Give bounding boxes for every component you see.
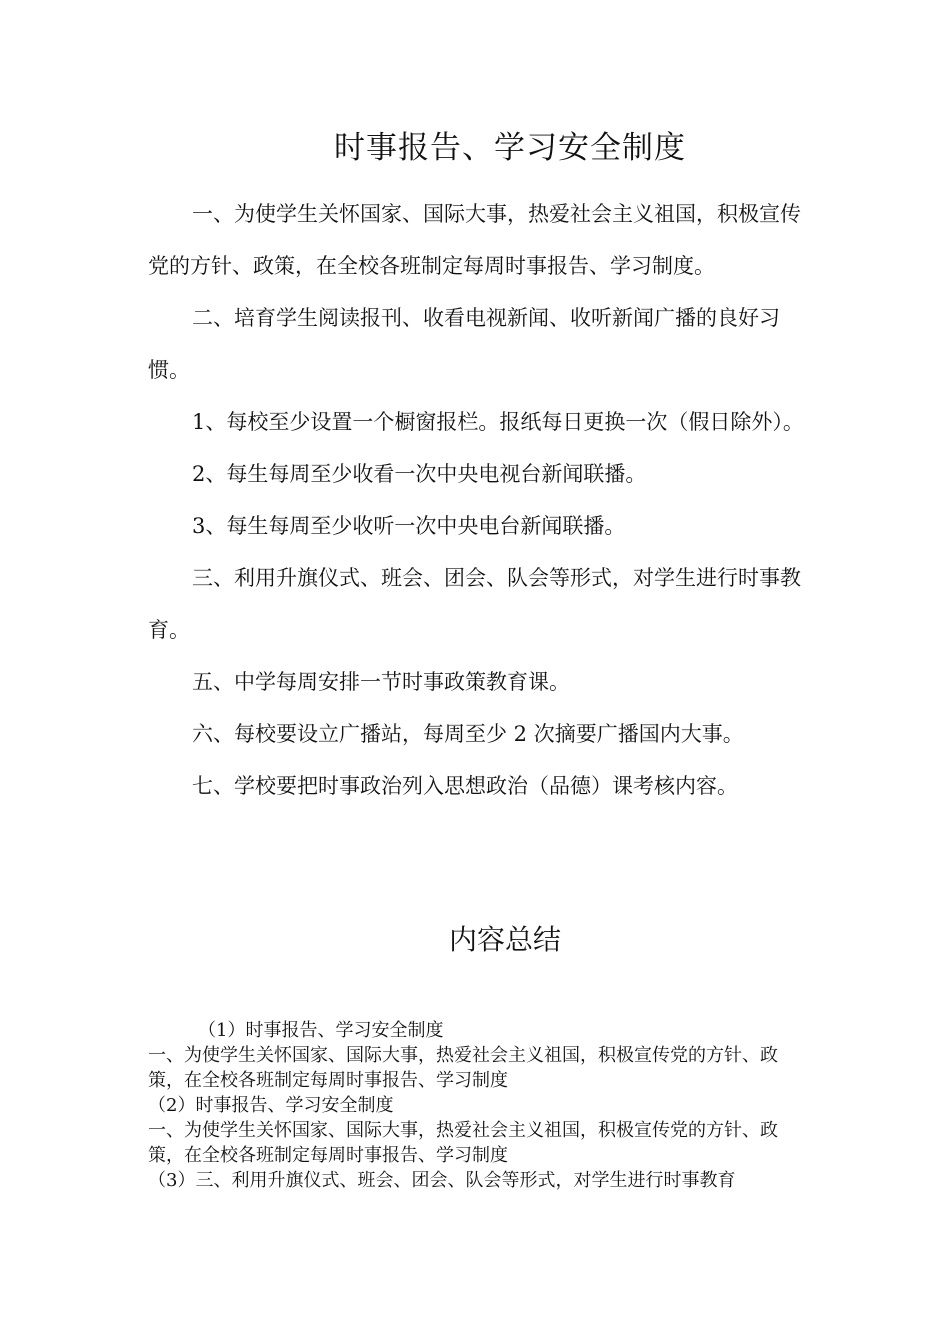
summary-line: 一、为使学生关怀国家、国际大事，热爱社会主义祖国，积极宣传党的方针、政策，在全校各班制定每周时事报告、学习制度 (148, 1120, 778, 1166)
paragraph: 二、培育学生阅读报刊、收看电视新闻、收听新闻广播的良好习惯。 (148, 306, 780, 382)
summary-line: （2）时事报告、学习安全制度 (148, 1095, 394, 1116)
document-body (148, 188, 808, 812)
summary-line: （3）三、利用升旗仪式、班会、团会、队会等形式，对学生进行时事教育 (148, 1170, 736, 1191)
summary-list (148, 1018, 808, 1193)
summary-title: 内容总结 (448, 923, 561, 956)
paragraph: 2、每生每周至少收看一次中央电视台新闻联播。 (192, 462, 647, 486)
paragraph: 1、每校至少设置一个橱窗报栏。报纸每日更换一次（假日除外）。 (192, 410, 804, 434)
paragraph: 一、为使学生关怀国家、国际大事，热爱社会主义祖国，积极宣传党的方针、政策，在全校各班制定每周时事报告、学习制度。 (148, 202, 801, 278)
paragraph: 七、学校要把时事政治列入思想政治（品德）课考核内容。 (192, 774, 738, 798)
paragraph: 三、利用升旗仪式、班会、团会、队会等形式，对学生进行时事教育。 (148, 566, 801, 642)
paragraph: 六、每校要设立广播站，每周至少 2 次摘要广播国内大事。 (192, 722, 744, 746)
paragraph: 3、每生每周至少收听一次中央电台新闻联播。 (192, 514, 626, 538)
document-title: 时事报告、学习安全制度 (334, 130, 686, 166)
summary-line: （1）时事报告、学习安全制度 (198, 1020, 444, 1041)
summary-line: 一、为使学生关怀国家、国际大事，热爱社会主义祖国，积极宣传党的方针、政策，在全校各班制定每周时事报告、学习制度 (148, 1045, 778, 1091)
paragraph: 五、中学每周安排一节时事政策教育课。 (192, 670, 570, 694)
